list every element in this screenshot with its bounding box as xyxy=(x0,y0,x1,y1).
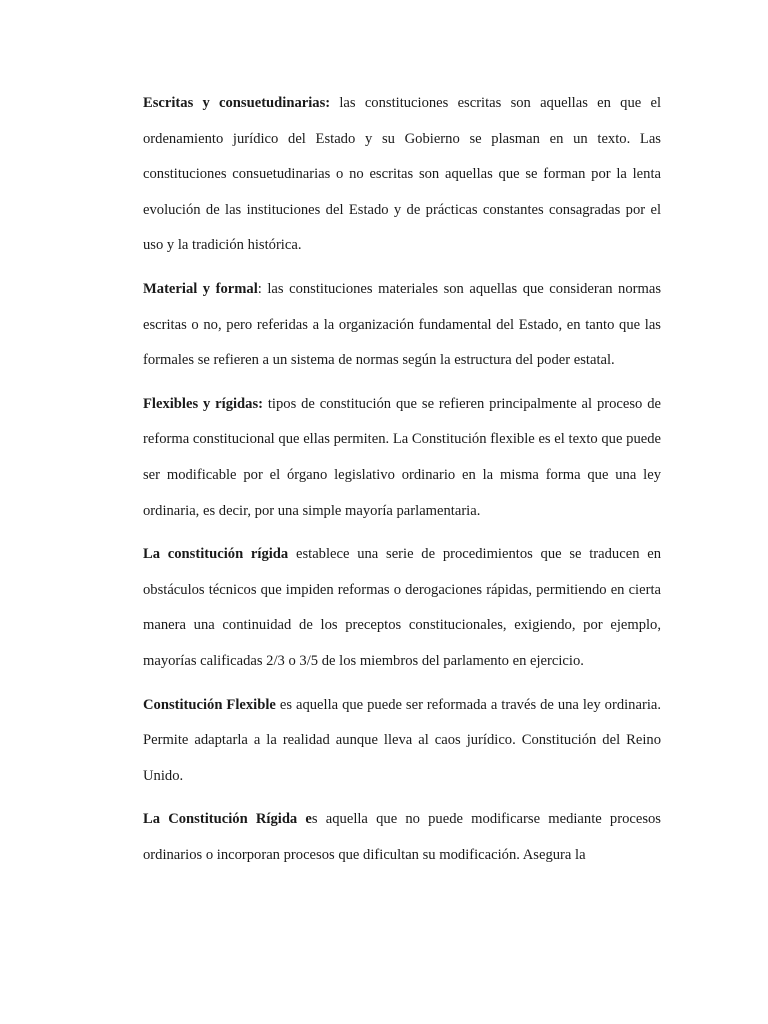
paragraph-term-fragment: e xyxy=(297,811,312,828)
paragraph-term: Flexibles y rígidas: xyxy=(143,395,263,412)
paragraph-escritas-consuetudinarias xyxy=(143,86,661,264)
paragraph-flexibles-rigidas xyxy=(143,387,661,529)
paragraph-term: Escritas y consuetudinarias: xyxy=(143,95,331,111)
paragraph-text: tipos de constitución que se refieren principalmente al proceso de reforma constitucional que ellas permiten. La Constitución flexible es el texto que puede ser modificable por el órgano legislativo ordinario en la misma forma que una ley ordinaria, es decir, por una simple mayoría parlamentaria. xyxy=(143,395,661,519)
paragraph-text: las constituciones escritas son aquellas en que el ordenamiento jurídico del Estado y su Gobierno se plasman en un texto. Las constituciones consuetudinarias o no escritas son aquellas que se forman por la lenta evolución de las instituciones del Estado y de prácticas constantes consagradas por el uso y la tradición histórica. xyxy=(143,95,661,254)
paragraph-term: La constitución rígida xyxy=(143,546,289,563)
paragraph-term: La Constitución Rígida xyxy=(143,811,298,828)
paragraph-constitucion-rigida xyxy=(143,537,661,679)
paragraph-constitucion-flexible xyxy=(143,688,661,795)
paragraph-term: Constitución Flexible xyxy=(143,696,276,713)
paragraph-text: s aquella que no puede modificarse mediante procesos ordinarios o incorporan procesos que dificultan su modificación. Asegura la xyxy=(143,811,661,863)
paragraph-material-formal xyxy=(143,272,661,379)
paragraph-term: Material y formal xyxy=(143,280,258,297)
paragraph-text: es aquella que puede ser reformada a través de una ley ordinaria. Permite adaptarla a la realidad aunque lleva al caos jurídico. Constitución del Reino Unido. xyxy=(143,696,661,784)
paragraph-text: establece una serie de procedimientos que se traducen en obstáculos técnicos que impiden reformas o derogaciones rápidas, permitiendo en cierta manera una continuidad de los preceptos constitucionales, exigiendo, por ejemplo, mayorías calificadas 2/3 o 3/5 de los miembros del parlamento en ejercicio. xyxy=(143,546,662,669)
paragraph-text: : las constituciones materiales son aquellas que consideran normas escritas o no, pero referidas a la organización fundamental del Estado, en tanto que las formales se refieren a un sistema de normas según la estructura del poder estatal. xyxy=(143,280,662,369)
paragraph-la-constitucion-rigida xyxy=(143,802,661,873)
document-body xyxy=(143,86,661,873)
